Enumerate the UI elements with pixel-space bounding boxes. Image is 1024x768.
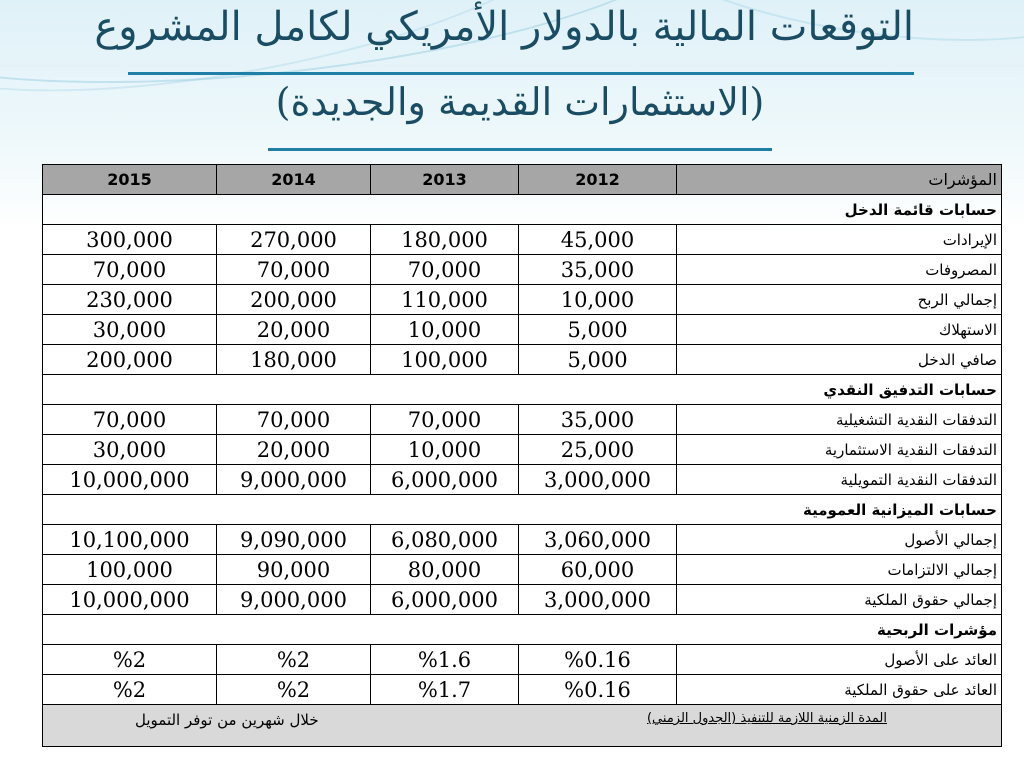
- value-cell: 5,000: [519, 315, 677, 345]
- value-cell: 9,090,000: [217, 525, 371, 555]
- table-row: [43, 315, 1002, 345]
- indicator-label: إجمالي الالتزامات: [677, 555, 1002, 585]
- value-cell: 70,000: [43, 405, 217, 435]
- timeline-label: المدة الزمنية اللازمة للتنفيذ (الجدول الزمني): [646, 711, 887, 726]
- value-cell: 70,000: [371, 405, 519, 435]
- value-cell: 100,000: [43, 555, 217, 585]
- value-cell: 6,000,000: [371, 465, 519, 495]
- table-row: [43, 435, 1002, 465]
- value-cell: 25,000: [519, 435, 677, 465]
- value-cell: 6,080,000: [371, 525, 519, 555]
- value-cell: 30,000: [43, 315, 217, 345]
- value-cell: 3,000,000: [519, 465, 677, 495]
- table-row: [43, 285, 1002, 315]
- value-cell: 180,000: [217, 345, 371, 375]
- indicator-label: إجمالي الأصول: [677, 525, 1002, 555]
- indicator-label: الإيرادات: [677, 225, 1002, 255]
- table-body: [43, 165, 1002, 747]
- table-row: [43, 405, 1002, 435]
- section-header-row: [43, 495, 1002, 525]
- value-cell: 10,000,000: [43, 465, 217, 495]
- value-cell: 20,000: [217, 315, 371, 345]
- indicator-label: التدفقات النقدية التشغيلية: [677, 405, 1002, 435]
- table-row: [43, 555, 1002, 585]
- year-header: 2014: [217, 165, 371, 195]
- timeline-cell: [43, 705, 1002, 747]
- value-cell: 300,000: [43, 225, 217, 255]
- value-cell: 35,000: [519, 255, 677, 285]
- value-cell: 70,000: [371, 255, 519, 285]
- title-underline: [128, 72, 914, 75]
- indicator-label: العائد على حقوق الملكية: [677, 675, 1002, 705]
- subtitle-underline: [268, 148, 772, 151]
- table-row: [43, 525, 1002, 555]
- value-cell: %2: [217, 645, 371, 675]
- value-cell: 9,000,000: [217, 465, 371, 495]
- value-cell: %0.16: [519, 675, 677, 705]
- value-cell: 80,000: [371, 555, 519, 585]
- table-row: [43, 465, 1002, 495]
- value-cell: 70,000: [217, 405, 371, 435]
- section-header-row: [43, 195, 1002, 225]
- section-title: مؤشرات الربحية: [43, 615, 1002, 645]
- indicator-label: التدفقات النقدية الاستثمارية: [677, 435, 1002, 465]
- slide-title: التوقعات المالية بالدولار الأمريكي لكامل المشروع: [94, 4, 914, 50]
- financial-forecast-table: [42, 164, 1002, 747]
- indicator-label: الاستهلاك: [677, 315, 1002, 345]
- value-cell: 6,000,000: [371, 585, 519, 615]
- value-cell: 10,000: [371, 315, 519, 345]
- section-header-row: [43, 375, 1002, 405]
- section-title: حسابات قائمة الدخل: [43, 195, 1002, 225]
- value-cell: 270,000: [217, 225, 371, 255]
- value-cell: %1.7: [371, 675, 519, 705]
- table-row: [43, 675, 1002, 705]
- value-cell: %2: [43, 645, 217, 675]
- table-row: [43, 225, 1002, 255]
- indicator-label: المصروفات: [677, 255, 1002, 285]
- slide-subtitle: (الاستثمارات القديمة والجديدة): [275, 80, 765, 124]
- value-cell: 60,000: [519, 555, 677, 585]
- indicator-label: العائد على الأصول: [677, 645, 1002, 675]
- indicator-label: التدفقات النقدية التمويلية: [677, 465, 1002, 495]
- year-header: 2012: [519, 165, 677, 195]
- value-cell: %0.16: [519, 645, 677, 675]
- value-cell: 10,000,000: [43, 585, 217, 615]
- indicators-header: المؤشرات: [677, 165, 1002, 195]
- value-cell: 35,000: [519, 405, 677, 435]
- table-row: [43, 255, 1002, 285]
- indicator-label: إجمالي الربح: [677, 285, 1002, 315]
- value-cell: 45,000: [519, 225, 677, 255]
- value-cell: %1.6: [371, 645, 519, 675]
- value-cell: 30,000: [43, 435, 217, 465]
- timeline-content: [47, 709, 997, 743]
- value-cell: 10,000: [519, 285, 677, 315]
- table-row: [43, 345, 1002, 375]
- section-title: حسابات الميزانية العمومية: [43, 495, 1002, 525]
- table-header-row: [43, 165, 1002, 195]
- value-cell: 5,000: [519, 345, 677, 375]
- year-header: 2013: [371, 165, 519, 195]
- value-cell: 10,100,000: [43, 525, 217, 555]
- section-title: حسابات التدفيق النقدي: [43, 375, 1002, 405]
- table-row: [43, 585, 1002, 615]
- value-cell: 110,000: [371, 285, 519, 315]
- timeline-value: خلال شهرين من توفر التمويل: [135, 711, 319, 729]
- value-cell: 230,000: [43, 285, 217, 315]
- value-cell: 10,000: [371, 435, 519, 465]
- section-header-row: [43, 615, 1002, 645]
- value-cell: 90,000: [217, 555, 371, 585]
- value-cell: 100,000: [371, 345, 519, 375]
- value-cell: %2: [43, 675, 217, 705]
- year-header: 2015: [43, 165, 217, 195]
- value-cell: 9,000,000: [217, 585, 371, 615]
- indicator-label: إجمالي حقوق الملكية: [677, 585, 1002, 615]
- value-cell: %2: [217, 675, 371, 705]
- indicator-label: صافي الدخل: [677, 345, 1002, 375]
- value-cell: 200,000: [217, 285, 371, 315]
- value-cell: 3,060,000: [519, 525, 677, 555]
- value-cell: 20,000: [217, 435, 371, 465]
- table-row: [43, 645, 1002, 675]
- timeline-row: [43, 705, 1002, 747]
- value-cell: 200,000: [43, 345, 217, 375]
- value-cell: 3,000,000: [519, 585, 677, 615]
- value-cell: 180,000: [371, 225, 519, 255]
- value-cell: 70,000: [43, 255, 217, 285]
- value-cell: 70,000: [217, 255, 371, 285]
